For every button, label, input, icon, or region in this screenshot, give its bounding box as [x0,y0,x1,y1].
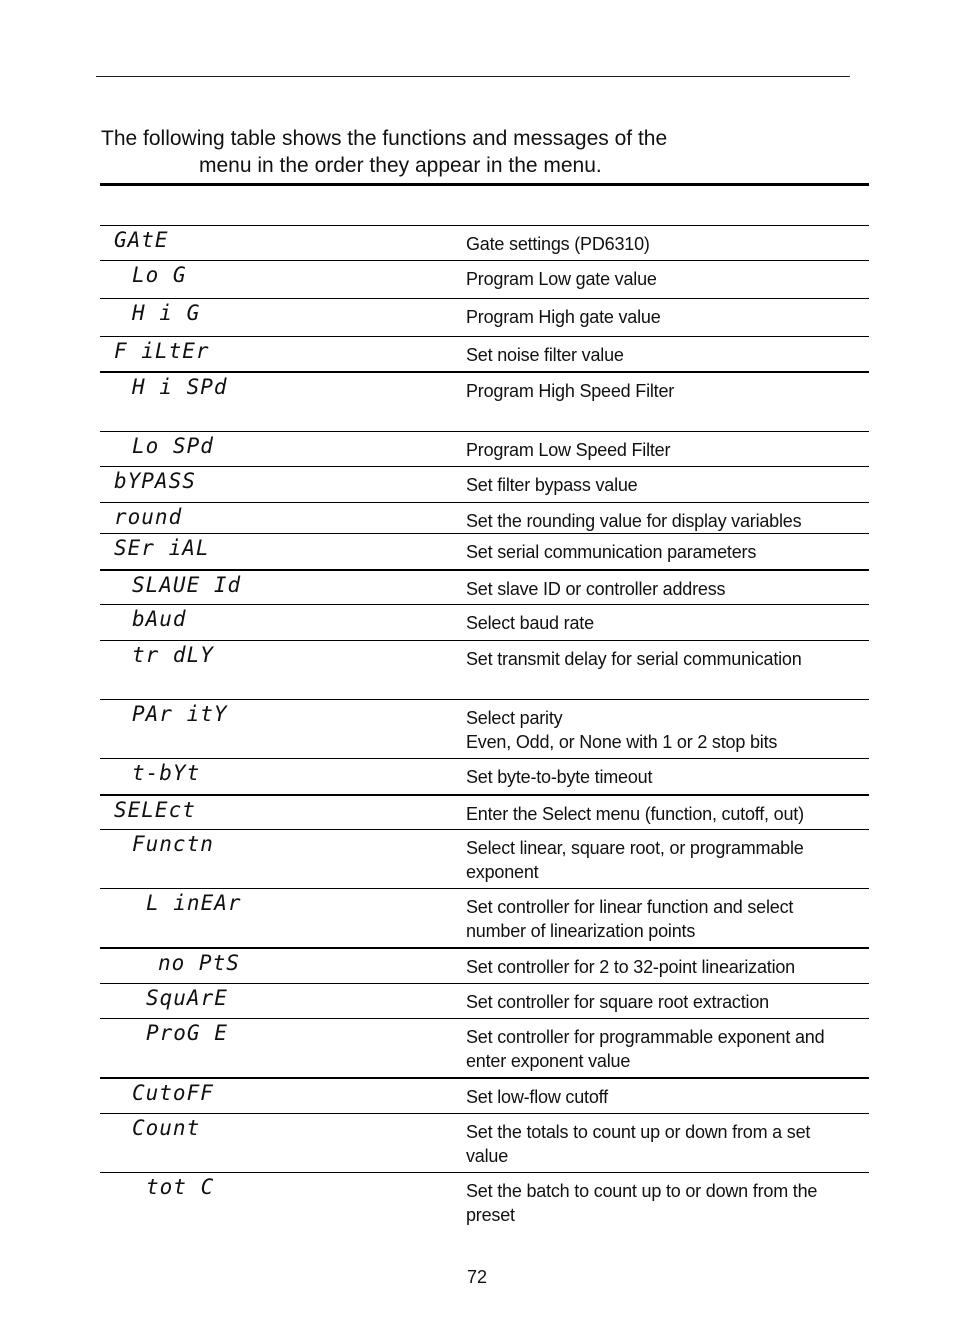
table-row [100,641,869,700]
display-code: Functn [132,832,214,856]
function-description: Select parity Even, Odd, or None with 1 or 2 stop bits [466,708,778,752]
display-code: Lo G [132,263,187,287]
table-row [100,830,869,889]
section-rule [100,183,869,186]
table-row [100,984,869,1019]
function-description: Set controller for linear function and select number of linearization points [466,897,794,941]
display-code: H i SPd [132,374,228,399]
table-row [100,372,869,432]
function-description: Select linear, square root, or programmable exponent [466,838,804,882]
function-description: Set low-flow cutoff [466,1086,608,1107]
function-description: Enter the Select menu (function, cutoff, out) [466,803,804,824]
display-code: H i G [132,301,201,325]
table-row [100,261,869,299]
table-row [100,534,869,570]
function-description: Set controller for 2 to 32-point linearization [466,956,795,977]
display-code: GAtE [114,228,169,252]
function-description: Set transmit delay for serial communication [466,649,802,669]
table-row [100,503,869,534]
function-description: Program High gate value [466,307,661,327]
table-row [100,795,869,830]
function-description: Set controller for square root extraction [466,992,769,1012]
table-row [100,1173,869,1233]
table-row [100,1114,869,1173]
display-code: bYPASS [114,469,196,493]
display-code: tot C [146,1175,215,1199]
intro-line-2: menu in the order they appear in the menu. [199,154,602,177]
function-description: Set filter bypass value [466,475,638,495]
display-code: SLAUE Id [132,572,242,597]
function-description: Set slave ID or controller address [466,578,726,599]
display-code: tr dLY [132,643,214,667]
table-row [100,1019,869,1078]
display-code: Count [132,1116,201,1140]
display-code: t-bYt [132,761,201,785]
menu-functions-table [100,225,869,1233]
table-row [100,467,869,503]
function-description: Set the batch to count up to or down from the preset [466,1181,818,1225]
function-description: Set the totals to count up or down from a set value [466,1122,811,1166]
function-description: Set noise filter value [466,345,624,365]
function-description: Program Low gate value [466,269,657,289]
function-description: Program High Speed Filter [466,380,675,401]
table-row [100,1078,869,1114]
intro-paragraph [101,125,861,179]
display-code: SquArE [146,986,228,1010]
function-description: Set the rounding value for display variables [466,511,802,531]
table-row [100,299,869,337]
function-description: Set byte-to-byte timeout [466,767,653,787]
table-row [100,700,869,759]
function-description: Gate settings (PD6310) [466,234,650,254]
display-code: F iLtEr [114,339,210,363]
display-code: SELEct [114,797,196,822]
intro-line-1: The following table shows the functions and messages of the [101,127,668,150]
display-code: PAr itY [132,702,228,726]
display-code: no PtS [158,950,240,975]
table-row [100,605,869,641]
display-code: CutoFF [132,1080,214,1105]
function-description: Program Low Speed Filter [466,440,671,460]
display-code: SEr iAL [114,536,210,560]
table-row [100,226,869,261]
table-row [100,948,869,984]
display-code: round [114,505,183,529]
table-row [100,889,869,948]
function-description: Set controller for programmable exponent and enter exponent value [466,1027,825,1071]
display-code: ProG E [146,1021,228,1045]
display-code: Lo SPd [132,434,214,458]
table-row [100,432,869,467]
page-number: 72 [466,1267,488,1287]
function-description: Set serial communication parameters [466,542,757,562]
table-row [100,570,869,605]
display-code: L inEAr [146,891,242,915]
display-code: bAud [132,607,187,631]
table-row [100,337,869,372]
function-description: Select baud rate [466,613,594,633]
header-rule [96,76,850,77]
table-row [100,759,869,795]
